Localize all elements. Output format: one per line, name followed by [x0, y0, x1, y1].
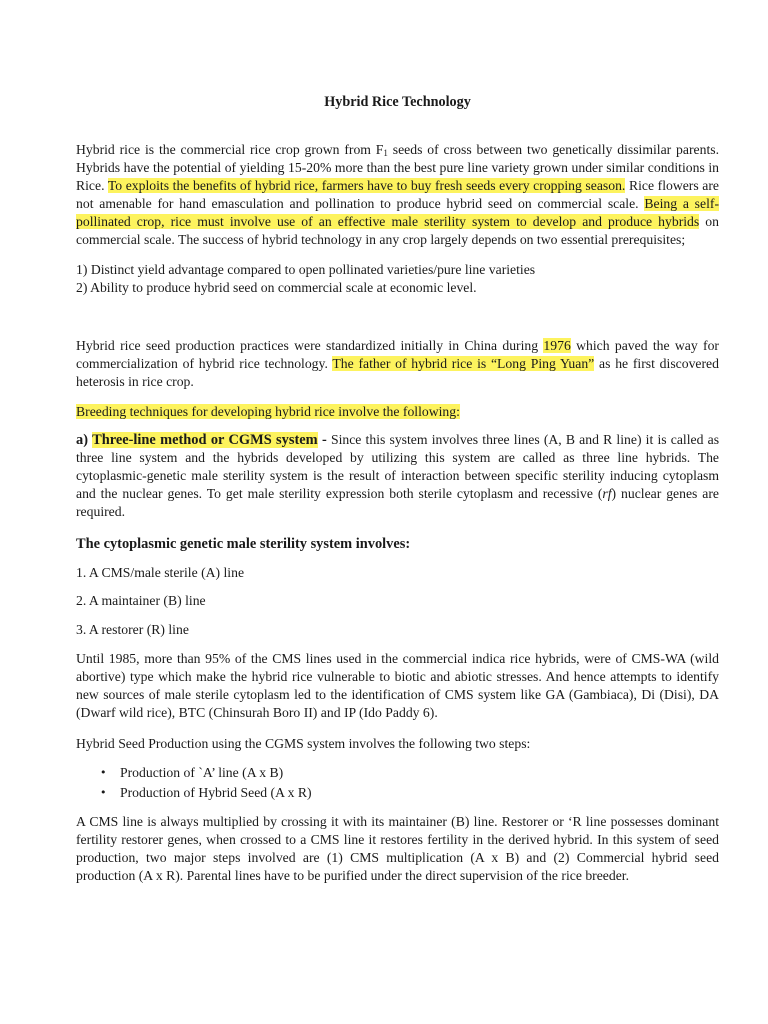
closing-paragraph: A CMS line is always multiplied by crossing it with its maintainer (B) line. Restorer or ‘R line possesses dominant fertility restorer genes, when crossed to a CMS line it restores fertility in the derived hybrid. In this system of seed production, two major steps involved are (1) CMS multiplication (A x B) and (2) Commercial hybrid seed production (A x R). Parental lines have to be purified under the direct supervision of the rice breeder.: [76, 814, 719, 883]
three-line-prefix: a): [76, 432, 93, 448]
f1-subscript: 1: [383, 148, 388, 158]
page-title: Hybrid Rice Technology: [324, 94, 471, 110]
highlight-year: 1976: [543, 338, 571, 353]
history-text-3: as he first discovered heterosis in rice crop.: [76, 356, 719, 389]
three-line-paragraph: [76, 431, 719, 521]
highlight-fresh-seeds: To exploits the benefits of hybrid rice, farmers have to buy fresh seeds every cropping season.: [107, 178, 626, 193]
line-item-a: 1. A CMS/male sterile (A) line: [76, 565, 245, 580]
step-text-1: Production of `A’ line (A x B): [120, 765, 284, 780]
step-item-hybrid-seed: [76, 784, 719, 804]
line-item-b: 2. A maintainer (B) line: [76, 593, 206, 608]
intro-text-2: seeds of cross between two genetically dissimilar parents. Hybrids have the potential of yielding 15-20% more than the best pure line variety grown under similar conditions in Rice.: [76, 142, 720, 193]
intro-text-1: Hybrid rice is the commercial rice crop grown from F: [76, 142, 384, 157]
three-line-dash: -: [317, 432, 327, 448]
history-text-2: which paved the way for commercialization of hybrid rice technology.: [76, 338, 719, 371]
prerequisite-1: 1) Distinct yield advantage compared to open pollinated varieties/pure line varieties: [76, 262, 536, 277]
highlight-three-line-method: Three-line method or CGMS system: [92, 432, 318, 448]
history-paragraph: [76, 337, 719, 391]
intro-text-4: on commercial scale. The success of hybrid technology in any crop largely depends on two essential prerequisites;: [76, 214, 719, 247]
prerequisite-2: 2) Ability to produce hybrid seed on commercial scale at economic level.: [76, 280, 477, 295]
highlight-father-of-hybrid-rice: The father of hybrid rice is “Long Ping Yuan”: [332, 356, 595, 371]
step-text-2: Production of Hybrid Seed (A x R): [120, 785, 312, 800]
cms-wa-paragraph: Until 1985, more than 95% of the CMS lines used in the commercial indica rice hybrids, were of CMS-WA (wild abortive) type which make the hybrid rice vulnerable to biotic and abiotic stresses. And hence attempts to identify new sources of male sterile cytoplasm led to the identification of CMS system like GA (Gambiaca), Di (Disi), DA (Dwarf wild rice), BTC (Chinsurah Boro II) and IP (Ido Paddy 6).: [76, 651, 719, 720]
history-text-1: Hybrid rice seed production practices were standardized initially in China during: [76, 338, 544, 353]
highlight-male-sterility: Being a self-pollinated crop, rice must involve use of an effective male sterility system to develop and produce hybrids: [76, 196, 719, 229]
step-item-a-line: [76, 764, 719, 784]
cgms-heading: The cytoplasmic genetic male sterility system involves:: [76, 536, 411, 552]
breeding-heading: [76, 403, 719, 421]
seed-production-intro: Hybrid Seed Production using the CGMS system involves the following two steps:: [76, 736, 531, 751]
three-line-text-1: Since this system involves three lines (A, B and R line) it is called as three line system and the hybrids developed by utilizing this system are called as three line hybrids. The cytoplasmic-genetic male sterility system is the result of interaction between specific sterility inducing cytoplasm and the nuclear genes. To get male sterility expression both sterile cytoplasm and recessive (: [76, 432, 720, 501]
line-item-r: 3. A restorer (R) line: [76, 622, 189, 637]
steps-list: [76, 764, 719, 804]
rf-gene-italic: rf: [602, 486, 612, 501]
intro-text-3: Rice flowers are not amenable for hand emasculation and pollination to produce hybrid seed on commercial scale.: [76, 178, 719, 211]
intro-paragraph: [76, 141, 719, 249]
highlight-breeding-heading: Breeding techniques for developing hybrid rice involve the following:: [76, 404, 460, 419]
three-line-text-2: ) nuclear genes are required.: [76, 486, 719, 519]
